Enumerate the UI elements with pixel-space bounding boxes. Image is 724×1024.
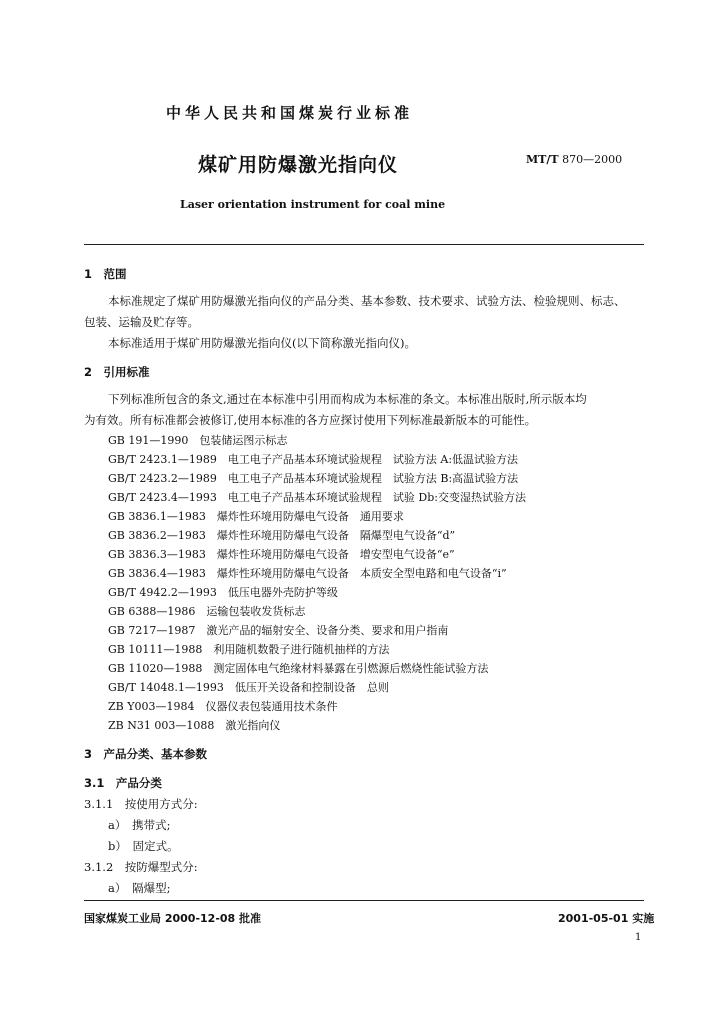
section-3-heading: 3 产品分类、基本参数 <box>84 747 208 761</box>
reference-item: ZB N31 003—1088 激光指向仪 <box>108 719 281 732</box>
reference-item: GB/T 2423.4—1993 电工电子产品基本环境试验规程 试验 Db:交变湿热试验方法 <box>108 491 526 504</box>
reference-item: GB/T 14048.1—1993 低压开关设备和控制设备 总则 <box>108 681 389 694</box>
effective-date: 2001-05-01 实施 <box>558 912 655 925</box>
reference-item: GB 3836.2—1983 爆炸性环境用防爆电气设备 隔爆型电气设备“d” <box>108 529 456 542</box>
english-title: Laser orientation instrument for coal mine <box>180 198 446 211</box>
reference-item: GB 191—1990 包装储运图示标志 <box>108 434 288 447</box>
section-2-paragraph-line-2: 为有效。所有标准都会被修订,使用本标准的各方应探讨使用下列标准最新版本的可能性。 <box>84 413 537 427</box>
reference-item: GB 11020—1988 测定固体电气绝缘材料暴露在引燃源后燃烧性能试验方法 <box>108 662 489 675</box>
reference-item: GB/T 2423.1—1989 电工电子产品基本环境试验规程 试验方法 A:低温试验方法 <box>108 453 519 466</box>
approval-line: 国家煤炭工业局 2000-12-08 批准 <box>84 912 262 925</box>
standard-code-prefix: MT/T <box>526 153 559 166</box>
reference-item: GB/T 4942.2—1993 低压电器外壳防护等级 <box>108 586 338 599</box>
standard-name: 中华人民共和国煤炭行业标准 <box>166 104 414 122</box>
reference-item: ZB Y003—1984 仪器仪表包装通用技术条件 <box>108 700 338 713</box>
section-3-1-2-item-a: a） 隔爆型; <box>108 881 171 895</box>
section-3-1-heading: 3.1 产品分类 <box>84 776 162 790</box>
section-1-paragraph-1-line-1: 本标准规定了煤矿用防爆激光指向仪的产品分类、基本参数、技术要求、试验方法、检验规则、标志、 <box>108 294 626 308</box>
section-3-1-2: 3.1.2 按防爆型式分: <box>84 860 198 874</box>
section-2-heading: 2 引用标准 <box>84 365 150 379</box>
reference-item: GB 3836.3—1983 爆炸性环境用防爆电气设备 增安型电气设备“e” <box>108 548 455 561</box>
standard-code-number: 870—2000 <box>562 153 623 166</box>
section-1-paragraph-1-line-2: 包装、运输及贮存等。 <box>84 315 199 329</box>
page-number: 1 <box>635 932 642 943</box>
footer-divider <box>84 900 644 901</box>
section-1-paragraph-2: 本标准适用于煤矿用防爆激光指向仪(以下简称激光指向仪)。 <box>108 336 416 350</box>
reference-item: GB 6388—1986 运输包装收发货标志 <box>108 605 306 618</box>
section-3-1-1-item-b: b） 固定式。 <box>108 839 179 853</box>
section-3-1-1: 3.1.1 按使用方式分: <box>84 797 198 811</box>
standard-code <box>526 153 622 166</box>
reference-item: GB 7217—1987 激光产品的辐射安全、设备分类、要求和用户指南 <box>108 624 449 637</box>
reference-item: GB 10111—1988 利用随机数骰子进行随机抽样的方法 <box>108 643 390 656</box>
header-divider <box>84 244 644 245</box>
section-2-paragraph-line-1: 下列标准所包含的条文,通过在本标准中引用而构成为本标准的条文。本标准出版时,所示版本均 <box>108 392 587 406</box>
reference-item: GB 3836.4—1983 爆炸性环境用防爆电气设备 本质安全型电路和电气设备“i” <box>108 567 507 580</box>
section-3-1-1-item-a: a） 携带式; <box>108 818 171 832</box>
reference-item: GB 3836.1—1983 爆炸性环境用防爆电气设备 通用要求 <box>108 510 404 523</box>
reference-item: GB/T 2423.2—1989 电工电子产品基本环境试验规程 试验方法 B:高温试验方法 <box>108 472 519 485</box>
section-1-heading: 1 范围 <box>84 267 127 281</box>
document-title: 煤矿用防爆激光指向仪 <box>198 154 399 176</box>
